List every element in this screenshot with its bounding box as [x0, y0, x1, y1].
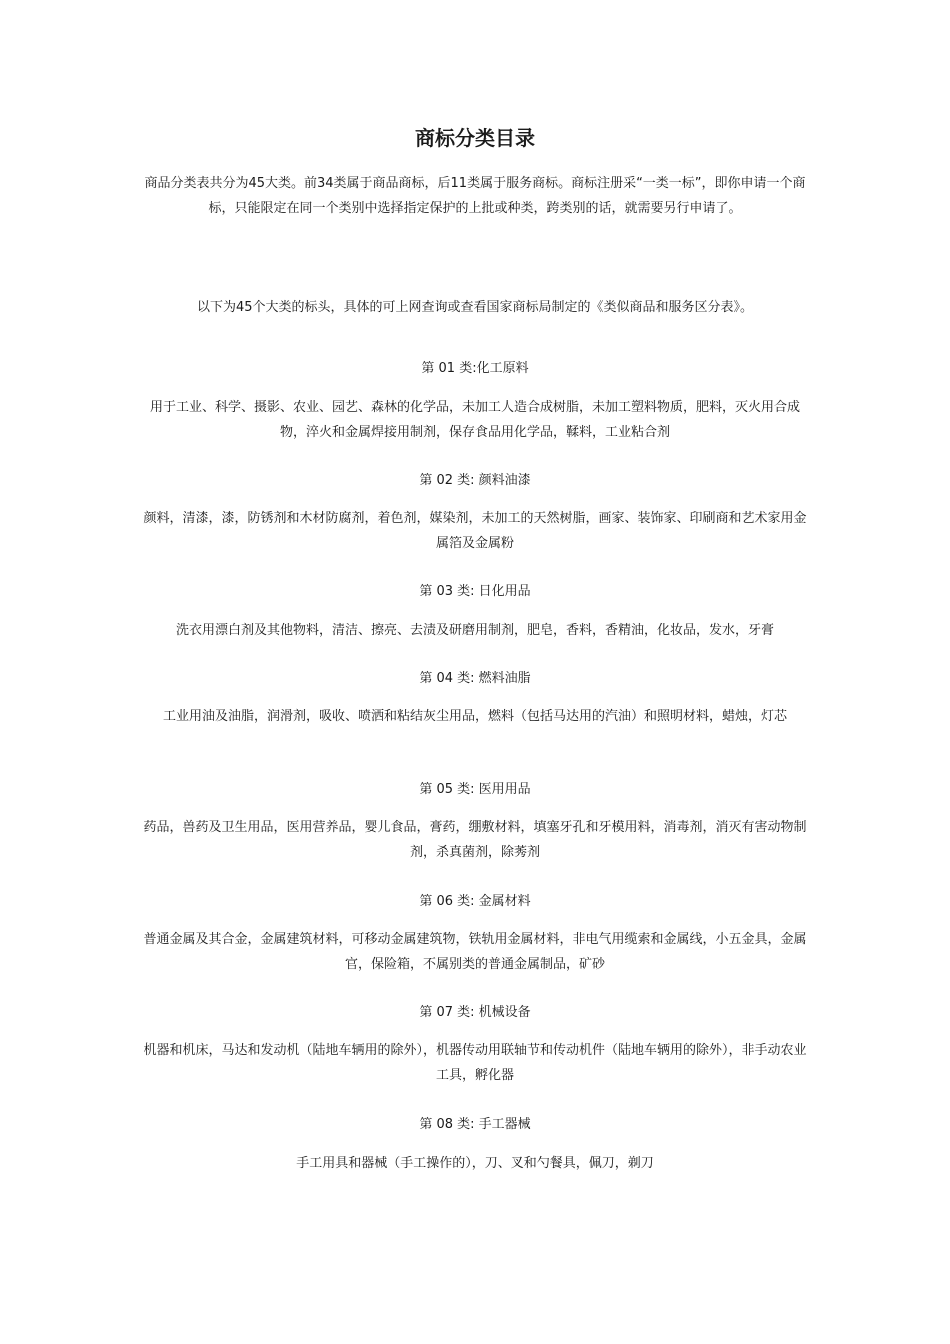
- class-heading: 第 01 类:化工原料: [421, 361, 529, 376]
- class-description: 用于工业、科学、摄影、农业、园艺、森林的化学品，未加工人造合成树脂，未加工塑料物质，肥料，灭火用合成物，淬火和金属焊接用制剂，保存食品用化学品，鞣料，工业粘合剂: [149, 400, 800, 440]
- intro-paragraph: 商品分类表共分为45大类。前34类属于商品商标，后11类属于服务商标。商标注册采“一类一标”，即你申请一个商标，只能限定在同一个类别中选择指定保护的上批或种类，跨类别的话，就需要另行申请了。: [144, 176, 806, 216]
- class-heading: 第 08 类: 手工器械: [419, 1117, 531, 1132]
- class-heading: 第 03 类: 日化用品: [419, 584, 531, 599]
- lead-paragraph: 以下为45个大类的标头，具体的可上网查询或查看国家商标局制定的《类似商品和服务区分表》。: [196, 300, 754, 315]
- class-heading: 第 07 类: 机械设备: [419, 1005, 531, 1020]
- class-description: 手工用具和器械（手工操作的），刀、叉和勺餐具，佩刀，剃刀: [296, 1156, 654, 1171]
- page-title: 商标分类目录: [415, 126, 535, 150]
- class-heading: 第 06 类: 金属材料: [419, 894, 531, 909]
- class-heading: 第 02 类: 颜料油漆: [419, 473, 531, 488]
- class-description: 颜料，清漆，漆，防锈剂和木材防腐剂，着色剂，媒染剂，未加工的天然树脂，画家、装饰家、印刷商和艺术家用金属箔及金属粉: [143, 511, 807, 551]
- class-description: 机器和机床，马达和发动机（陆地车辆用的除外），机器传动用联轴节和传动机件（陆地车辆用的除外），非手动农业工具，孵化器: [143, 1043, 807, 1083]
- class-heading: 第 04 类: 燃料油脂: [419, 671, 531, 686]
- class-heading: 第 05 类: 医用用品: [419, 782, 531, 797]
- class-description: 工业用油及油脂，润滑剂，吸收、喷洒和粘结灰尘用品，燃料（包括马达用的汽油）和照明材料，蜡烛，灯芯: [162, 709, 787, 724]
- class-description: 药品，兽药及卫生用品，医用营养品，婴儿食品，膏药，绷敷材料，填塞牙孔和牙模用料，消毒剂，消灭有害动物制剂，杀真菌剂，除莠剂: [143, 820, 807, 860]
- class-description: 洗衣用漂白剂及其他物料，清洁、擦亮、去渍及研磨用制剂，肥皂，香料，香精油，化妆品，发水，牙膏: [175, 623, 774, 638]
- class-description: 普通金属及其合金，金属建筑材料，可移动金属建筑物，铁轨用金属材料，非电气用缆索和金属线，小五金具，金属官，保险箱，不属别类的普通金属制品，矿砂: [143, 932, 807, 972]
